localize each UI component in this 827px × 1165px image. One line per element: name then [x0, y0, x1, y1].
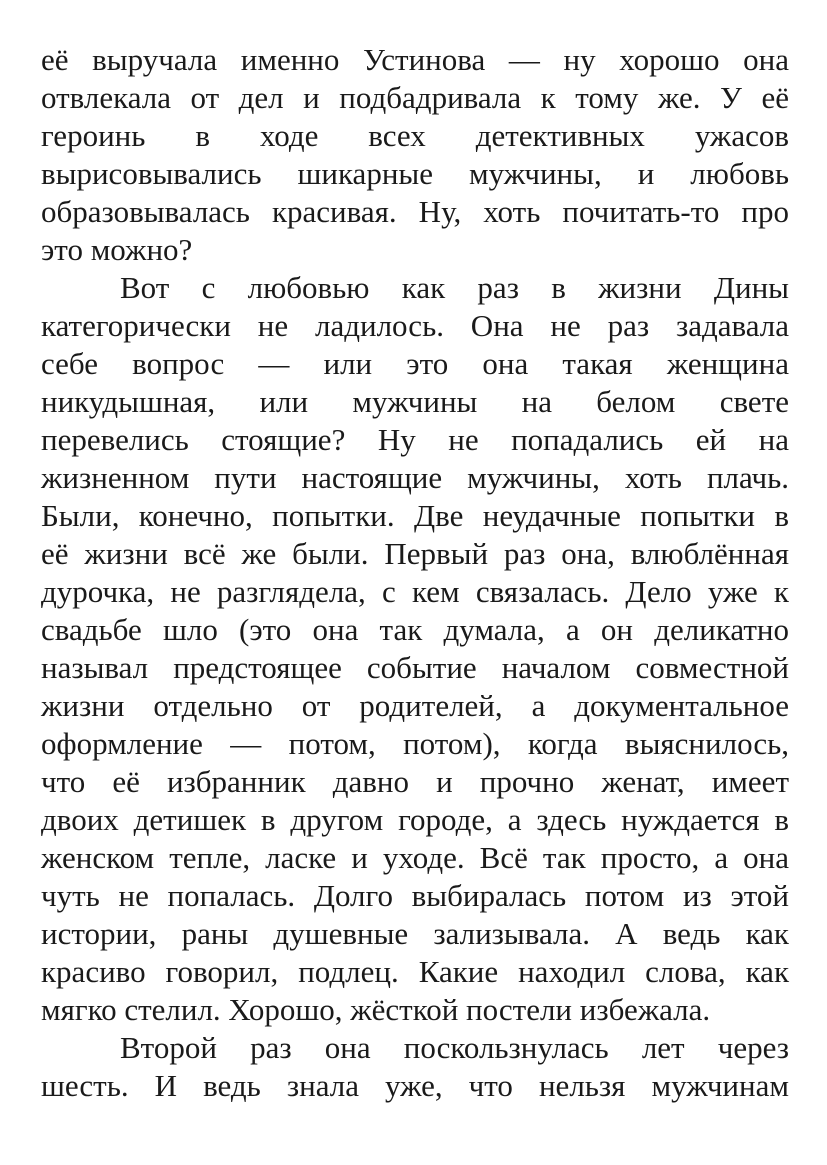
text-line: её выручала именно Устинова — ну хорошо она [41, 42, 789, 77]
document-page [41, 41, 789, 1105]
text-line: женском тепле, ласке и уходе. Всё так просто, а она [41, 840, 789, 875]
text-line: жизненном пути настоящие мужчины, хоть плачь. [41, 460, 789, 495]
text-line: дурочка, не разглядела, с кем связалась. Дело уже к [41, 574, 789, 609]
text-line: красиво говорил, подлец. Какие находил слова, как [41, 954, 789, 989]
text-line: мягко стелил. Хорошо, жёсткой постели избежала. [41, 992, 711, 1027]
text-line: отвлекала от дел и подбадривала к тому же. У её [41, 80, 789, 115]
text-line: шесть. И ведь знала уже, что нельзя мужчинам [41, 1068, 789, 1103]
text-line: себе вопрос — или это она такая женщина [41, 346, 789, 381]
paragraph [41, 1029, 789, 1105]
text-line: двоих детишек в другом городе, а здесь нуждается в [41, 802, 789, 837]
text-line: оформление — потом, потом), когда выяснилось, [41, 726, 789, 761]
text-line: свадьбе шло (это она так думала, а он деликатно [41, 612, 789, 647]
text-line: Были, конечно, попытки. Две неудачные попытки в [41, 498, 789, 533]
text-line: её жизни всё же были. Первый раз она, влюблённая [41, 536, 789, 571]
text-line: чуть не попалась. Долго выбиралась потом из этой [41, 878, 789, 913]
text-line: героинь в ходе всех детективных ужасов [41, 118, 789, 153]
text-line: образовывалась красивая. Ну, хоть почитать-то про [41, 194, 789, 229]
text-line: вырисовывались шикарные мужчины, и любовь [41, 156, 789, 191]
paragraph [41, 269, 789, 1029]
text-line: жизни отдельно от родителей, а документальное [41, 688, 789, 723]
text-line: что её избранник давно и прочно женат, имеет [41, 764, 789, 799]
text-line: называл предстоящее событие началом совместной [41, 650, 789, 685]
text-line: перевелись стоящие? Ну не попадались ей на [41, 422, 789, 457]
text-line: это можно? [41, 232, 193, 267]
text-line: истории, раны душевные зализывала. А ведь как [41, 916, 789, 951]
text-line: никудышная, или мужчины на белом свете [41, 384, 789, 419]
paragraph [41, 41, 789, 269]
text-line: категорически не ладилось. Она не раз задавала [41, 308, 789, 343]
text-line: Вот с любовью как раз в жизни Дины [120, 270, 789, 305]
text-line: Второй раз она поскользнулась лет через [120, 1030, 789, 1065]
